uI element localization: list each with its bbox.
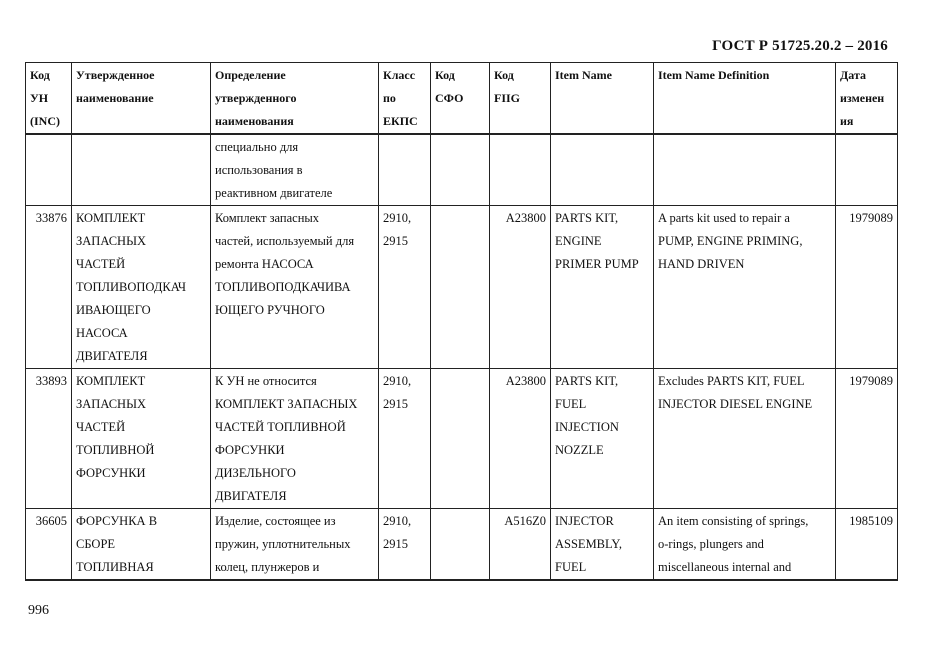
- cell-item-name: PARTS KIT, FUEL INJECTION NOZZLE: [551, 369, 654, 509]
- table-row: [26, 134, 898, 206]
- cell-fiig: A23800: [490, 206, 551, 369]
- table-header-row: [26, 63, 898, 135]
- cell-fiig: [490, 134, 551, 206]
- cell-sfo: [431, 134, 490, 206]
- cell-fiig: A23800: [490, 369, 551, 509]
- cell-sfo: [431, 369, 490, 509]
- col-header-sfo: Код СФО: [431, 63, 490, 135]
- page-number: 996: [28, 603, 49, 618]
- cell-fiig: A516Z0: [490, 509, 551, 581]
- cell-item-definition: Excludes PARTS KIT, FUEL INJECTOR DIESEL ENGINE: [654, 369, 836, 509]
- cell-inc: 36605: [26, 509, 72, 581]
- table-row: [26, 206, 898, 369]
- cell-inc: [26, 134, 72, 206]
- cell-sfo: [431, 509, 490, 581]
- col-header-item-name: Item Name: [551, 63, 654, 135]
- cell-item-definition: An item consisting of springs, o-rings, plungers and miscellaneous internal and: [654, 509, 836, 581]
- cell-date: 1985109: [836, 509, 898, 581]
- col-header-class: Класс по ЕКПС: [379, 63, 431, 135]
- cell-date: [836, 134, 898, 206]
- cell-date: 1979089: [836, 206, 898, 369]
- cell-inc: 33893: [26, 369, 72, 509]
- cell-class: 2910, 2915: [379, 509, 431, 581]
- col-header-item-definition: Item Name Definition: [654, 63, 836, 135]
- cell-class: 2910, 2915: [379, 206, 431, 369]
- cell-class: [379, 134, 431, 206]
- cell-class: 2910, 2915: [379, 369, 431, 509]
- col-header-name-ru: Утвержденное наименование: [72, 63, 211, 135]
- cell-item-definition: A parts kit used to repair a PUMP, ENGINE PRIMING, HAND DRIVEN: [654, 206, 836, 369]
- cell-definition-ru: Комплект запасных частей, используемый для ремонта НАСОСА ТОПЛИВОПОДКАЧИВА ЮЩЕГО РУЧНОГО: [211, 206, 379, 369]
- cell-definition-ru: Изделие, состоящее из пружин, уплотнительных колец, плунжеров и: [211, 509, 379, 581]
- standard-title: ГОСТ Р 51725.20.2 – 2016: [712, 38, 888, 54]
- cell-name-ru: КОМПЛЕКТ ЗАПАСНЫХ ЧАСТЕЙ ТОПЛИВОПОДКАЧ ИВАЮЩЕГО НАСОСА ДВИГАТЕЛЯ: [72, 206, 211, 369]
- col-header-inc: Код УН (INC): [26, 63, 72, 135]
- cell-definition-ru: К УН не относится КОМПЛЕКТ ЗАПАСНЫХ ЧАСТЕЙ ТОПЛИВНОЙ ФОРСУНКИ ДИЗЕЛЬНОГО ДВИГАТЕЛЯ: [211, 369, 379, 509]
- cell-item-definition: [654, 134, 836, 206]
- cell-definition-ru: специально для использования в реактивном двигателе: [211, 134, 379, 206]
- cell-name-ru: КОМПЛЕКТ ЗАПАСНЫХ ЧАСТЕЙ ТОПЛИВНОЙ ФОРСУНКИ: [72, 369, 211, 509]
- cell-inc: 33876: [26, 206, 72, 369]
- inc-table: [25, 62, 898, 581]
- cell-item-name: [551, 134, 654, 206]
- cell-item-name: PARTS KIT, ENGINE PRIMER PUMP: [551, 206, 654, 369]
- table-row: [26, 369, 898, 509]
- col-header-definition-ru: Определение утвержденного наименования: [211, 63, 379, 135]
- col-header-fiig: Код FIIG: [490, 63, 551, 135]
- table-row: [26, 509, 898, 581]
- cell-name-ru: [72, 134, 211, 206]
- cell-item-name: INJECTOR ASSEMBLY, FUEL: [551, 509, 654, 581]
- cell-sfo: [431, 206, 490, 369]
- cell-date: 1979089: [836, 369, 898, 509]
- col-header-date: Дата изменен ия: [836, 63, 898, 135]
- cell-name-ru: ФОРСУНКА В СБОРЕ ТОПЛИВНАЯ: [72, 509, 211, 581]
